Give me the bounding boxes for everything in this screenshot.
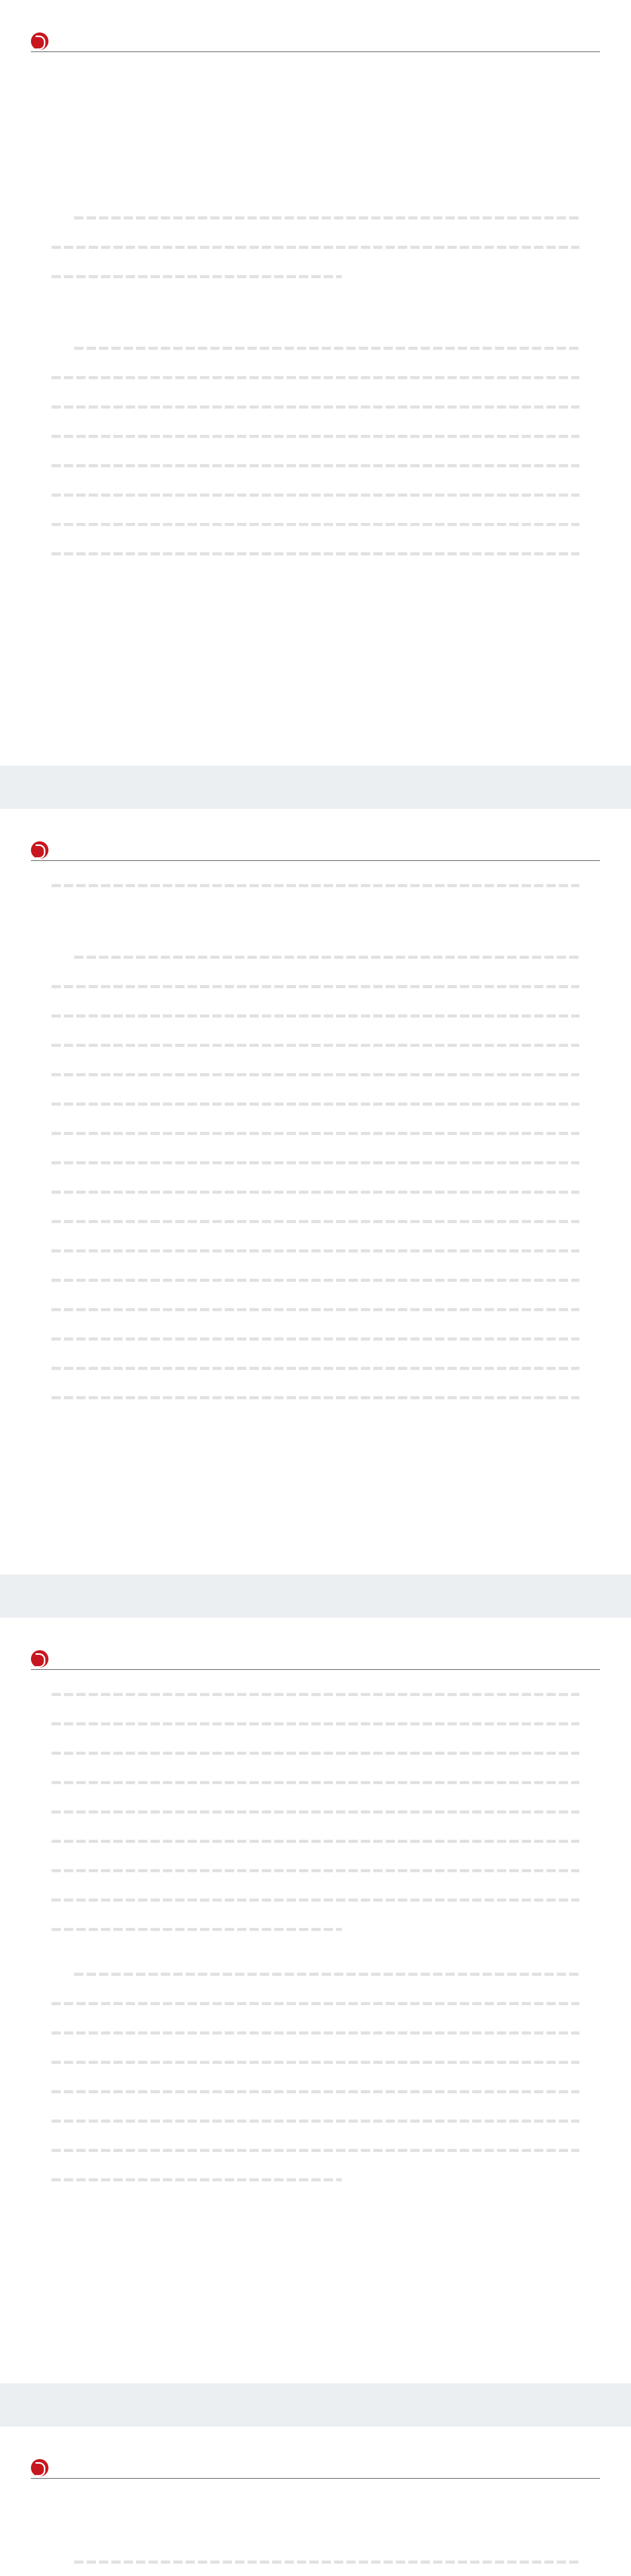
body-text-line [52,1738,579,1768]
document-subtitle [52,113,579,126]
body-text-line [52,1914,579,1944]
page-content [52,2488,579,2576]
body-text-line [52,1236,579,1265]
body-text-line [52,1989,579,2018]
body-text-line [52,871,579,900]
firm-logo-group [31,1650,54,1668]
sub-heading [72,2519,579,2533]
body-text-line [52,1060,579,1089]
sub-heading [72,306,579,319]
body-text-line [52,1959,579,1989]
body-text-line [52,363,579,392]
author-line [52,141,538,154]
body-text-line [52,1030,579,1060]
body-text-line [52,1148,579,1177]
body-text-line [52,972,579,1001]
page-header [31,840,600,861]
sub-heading [72,914,579,928]
body-text-line [52,1207,579,1236]
firm-logo-icon [31,841,48,859]
body-text-line [52,1353,579,1383]
body-text-line [52,1118,579,1148]
body-text-line [52,1383,579,1412]
firm-logo-group [31,2459,54,2477]
body-text-line [52,1856,579,1885]
firm-logo-icon [31,1650,48,1668]
document-title [52,77,579,93]
body-text-line [52,2547,579,2576]
document-page-3 [0,1618,631,2383]
body-text-line [52,2106,579,2136]
body-text-line [52,451,579,480]
body-text-line [52,1089,579,1118]
body-text-line [52,1265,579,1295]
body-text-line [52,2018,579,2047]
firm-logo-group [31,841,54,859]
body-text-line [52,2047,579,2077]
body-text-line [52,1177,579,1207]
body-text-line [52,510,579,539]
body-text-line [52,2077,579,2106]
body-text-line [52,942,579,972]
body-text-line [52,1001,579,1030]
body-text-line [52,203,579,232]
body-text-line [52,1680,579,1709]
firm-logo-icon [31,32,48,50]
body-text-line [52,1768,579,1797]
body-text-line [52,421,579,451]
section-heading [52,174,579,188]
page-content [52,62,579,724]
body-text-line [52,333,579,363]
body-text-line [52,392,579,421]
body-text-line [52,232,579,262]
document-page-4 [0,2427,631,2576]
firm-logo-icon [31,2459,48,2477]
firm-logo-group [31,32,54,50]
page-header [31,2458,600,2479]
page-header [31,31,600,52]
body-text-line [52,1324,579,1353]
body-text-line [52,2165,579,2194]
body-text-line [52,2136,579,2165]
body-text-line [52,1709,579,1738]
page-content [52,871,579,1533]
body-text-line [52,1885,579,1914]
document-page-1 [0,0,631,766]
body-text-line [52,539,579,568]
body-text-line [52,1826,579,1856]
body-text-line [52,262,579,291]
page-header [31,1649,600,1670]
body-text-line [52,1295,579,1324]
document-page-2 [0,809,631,1574]
page-content [52,1680,579,2342]
body-text-line [52,480,579,510]
body-text-line [52,1797,579,1826]
